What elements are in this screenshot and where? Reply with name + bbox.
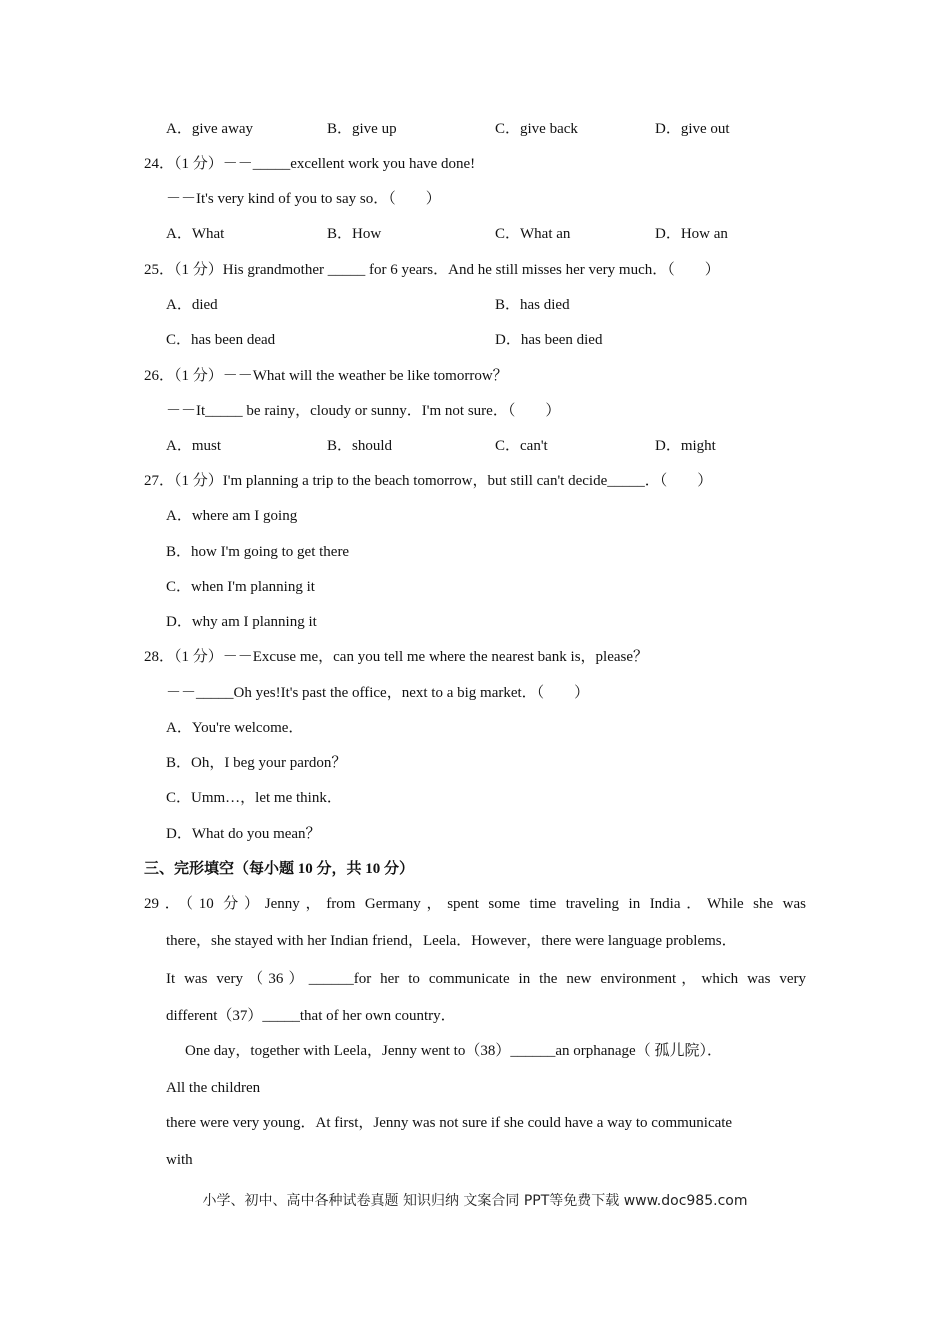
q26-option-b: B．should — [327, 438, 393, 454]
q27-option-c: C．when I'm planning it — [166, 579, 315, 595]
q26-option-a: A．must — [166, 438, 222, 454]
q26-stem: 26．（1 分）－－What will the weather be like tomorrow？ — [144, 368, 508, 384]
q29-line-4: different（37）_____that of her own country． — [166, 1008, 456, 1024]
q29-line-5: One day，together with Leela，Jenny went to（38）______an orphanage（ 孤儿院）． — [185, 1043, 722, 1059]
q29-line-8: with — [166, 1152, 193, 1168]
q25-option-b: B．has died — [495, 297, 570, 313]
q28-reply: －－_____Oh yes!It's past the office，next to a big market．（ ） — [166, 685, 590, 701]
q27-stem: 27．（1 分）I'm planning a trip to the beach tomorrow，but still can't decide_____．（ ） — [144, 473, 713, 489]
page-footer-promo: 小学、初中、高中各种试卷真题 知识归纳 文案合同 PPT等免费下载 www.doc985.com — [202, 1193, 748, 1209]
q25-stem: 25．（1 分）His grandmother _____ for 6 years．And he still misses her very much．（ ） — [144, 262, 720, 278]
q28-stem: 28．（1 分）－－Excuse me，can you tell me where the nearest bank is，please？ — [144, 649, 649, 665]
q28-option-a: A．You're welcome． — [166, 720, 304, 736]
q24-option-c: C．What an — [495, 226, 571, 242]
q25-option-d: D．has been died — [495, 332, 603, 348]
q23-option-d: D．give out — [655, 121, 730, 137]
q27-option-d: D．why am I planning it — [166, 614, 317, 630]
q27-option-a: A．where am I going — [166, 508, 298, 524]
q29-line-2: there，she stayed with her Indian friend，Leela．However，there were language problems． — [166, 933, 737, 949]
q28-option-d: D．What do you mean？ — [166, 826, 321, 842]
section-heading-cloze: 三、完形填空（每小题 10 分，共 10 分） — [144, 861, 415, 877]
q23-option-a: A．give away — [166, 121, 254, 137]
q29-line-6: All the children — [166, 1080, 261, 1096]
q27-option-b: B．how I'm going to get there — [166, 544, 350, 560]
q26-reply: －－It_____ be rainy，cloudy or sunny．I'm not sure．（ ） — [166, 403, 561, 419]
q25-option-c: C．has been dead — [166, 332, 276, 348]
q24-stem: 24．（1 分）－－_____excellent work you have done! — [144, 156, 476, 172]
q24-option-d: D．How an — [655, 226, 728, 242]
q24-reply: －－It's very kind of you to say so．（ ） — [166, 191, 441, 207]
q24-option-b: B．How — [327, 226, 382, 242]
q23-option-c: C．give back — [495, 121, 578, 137]
q25-option-a: A．died — [166, 297, 218, 313]
q29-line-7: there were very young．At first，Jenny was not sure if she could have a way to communicate — [166, 1115, 733, 1131]
q23-option-b: B．give up — [327, 121, 397, 137]
q29-line-3: It was very（36）______for her to communicate in the new environment，which was very — [166, 971, 806, 987]
q26-option-d: D．might — [655, 438, 716, 454]
q28-option-c: C．Umm…，let me think． — [166, 790, 342, 806]
q29-line-1: 29．（10 分）Jenny，from Germany，spent some time traveling in India．While she was — [144, 896, 806, 912]
q24-option-a: A．What — [166, 226, 225, 242]
q26-option-c: C．can't — [495, 438, 548, 454]
q28-option-b: B．Oh，I beg your pardon？ — [166, 755, 347, 771]
